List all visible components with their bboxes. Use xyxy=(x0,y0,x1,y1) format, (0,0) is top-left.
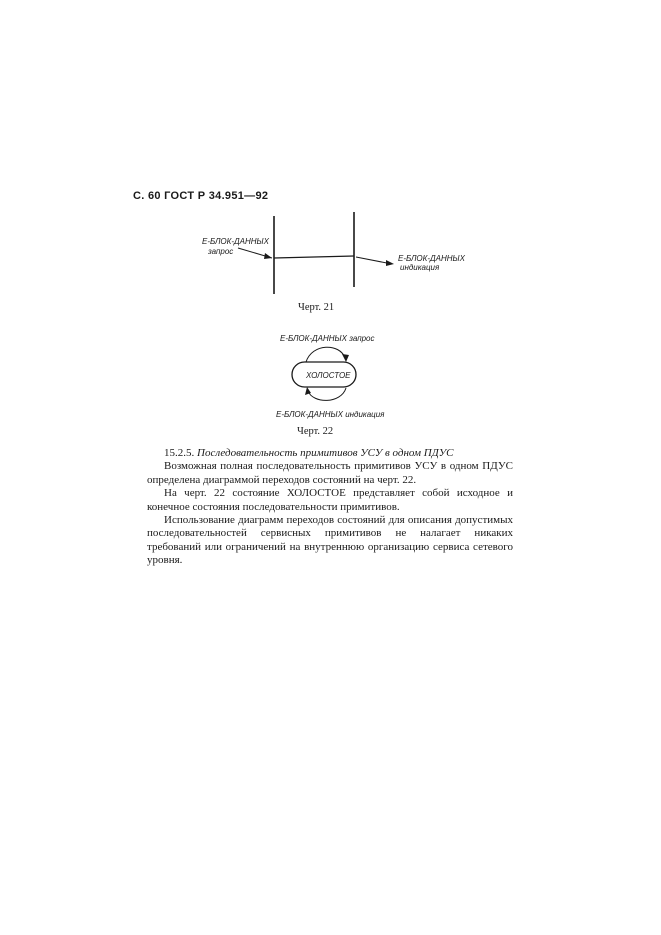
figure-22-caption: Черт. 22 xyxy=(297,426,334,437)
right-label-line2: индикация xyxy=(400,263,440,272)
top-transition-label: Е-БЛОК-ДАННЫХ запрос xyxy=(280,334,375,343)
section-body xyxy=(147,447,513,568)
paragraph-2: На черт. 22 состояние ХОЛОСТОЕ представляет собой исходное и конечное состояния последовательности примитивов. xyxy=(147,487,513,513)
paragraph-3: Использование диаграмм переходов состояний для описания допустимых последовательностей сервисных примитивов не налагает никаких требований или ограничений на внутреннюю организацию сервиса сетевого уровня. xyxy=(147,514,513,567)
figure-22 xyxy=(276,334,385,419)
page-header: С. 60 ГОСТ Р 34.951—92 xyxy=(133,190,269,202)
indication-arrow-head xyxy=(386,260,394,266)
section-heading xyxy=(147,447,513,460)
section-title: Последовательность примитивов УСУ в одном ПДУС xyxy=(197,447,454,459)
figure-21 xyxy=(202,212,466,294)
top-loop-arrow xyxy=(306,347,345,362)
right-label-line1: Е-БЛОК-ДАННЫХ xyxy=(398,254,465,263)
left-label-line1: Е-БЛОК-ДАННЫХ xyxy=(202,237,269,246)
paragraph-1: Возможная полная последовательность примитивов УСУ в одном ПДУС определена диаграммой переходов состояний на черт. 22. xyxy=(147,460,513,486)
bottom-transition-label: Е-БЛОК-ДАННЫХ индикация xyxy=(276,410,385,419)
figure-21-caption: Черт. 21 xyxy=(298,302,335,313)
bottom-loop-arrow xyxy=(308,388,346,400)
section-number: 15.2.5. xyxy=(164,447,195,459)
transfer-line xyxy=(274,256,354,258)
top-loop-arrow-head xyxy=(342,354,349,362)
request-arrow-head xyxy=(264,253,272,259)
left-label-line2: запрос xyxy=(208,247,234,256)
state-idle-label: ХОЛОСТОЕ xyxy=(306,371,351,380)
